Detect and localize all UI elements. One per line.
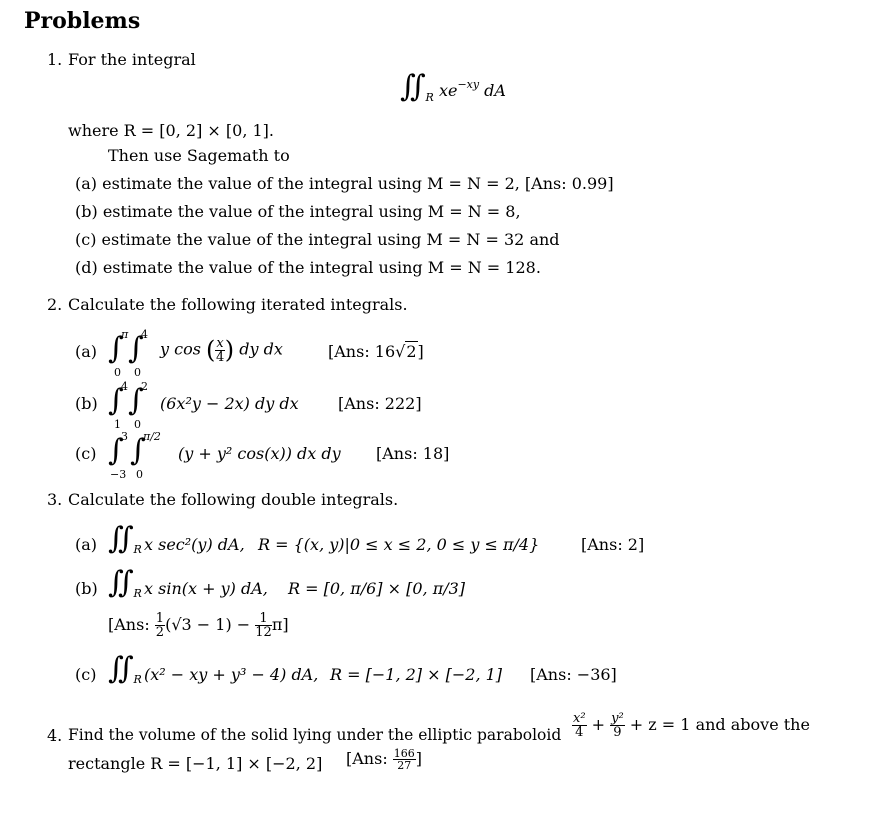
problem-2-number: 2. (47, 295, 63, 314)
part-label: (d) (75, 258, 98, 277)
problem-3b-region: R = [0, π/6] × [0, π/3] (288, 579, 466, 598)
differential: dA (484, 81, 506, 100)
equation-tail: + z = 1 and above the (629, 715, 810, 734)
problem-2-intro: Calculate the following iterated integrals. (68, 295, 408, 314)
fraction (393, 748, 416, 771)
fraction (155, 612, 165, 639)
problem-1-then: Then use Sagemath to (108, 146, 290, 165)
fraction (610, 712, 625, 739)
problem-3c-answer: [Ans: −36] (530, 665, 617, 684)
problem-2c-integrals (108, 432, 168, 482)
problem-1-part-b (75, 202, 521, 221)
part-label: (a) (75, 174, 98, 193)
problem-3-intro: Calculate the following double integrals. (68, 490, 399, 509)
problem-3a-label: (a) (75, 535, 98, 554)
problem-2b-answer: [Ans: 222] (338, 394, 422, 413)
integral-sign: ∫ (108, 331, 124, 366)
plus-sign: + (591, 715, 606, 734)
part-text: estimate the value of the integral using M = N = 128. (102, 258, 541, 277)
problem-4-line2: rectangle R = [−1, 1] × [−2, 2] (68, 754, 323, 773)
part-text: estimate the value of the integral using M = N = 8, (102, 202, 521, 221)
denominator: 12 (255, 625, 272, 640)
denominator: 9 (613, 725, 622, 740)
problem-2b-integrand: (6x²y − 2x) dy dx (160, 394, 299, 413)
lower-limit: 0 (134, 366, 141, 379)
problem-2a-label: (a) (75, 342, 98, 361)
part-text: estimate the value of the integral using M = N = 2, [Ans: 0.99] (102, 174, 614, 193)
integrand-text: y cos (160, 339, 201, 359)
integral-sign: ∫ (108, 433, 124, 468)
integrand: xe (438, 81, 458, 100)
part-text: estimate the value of the integral using M = N = 32 and (101, 230, 560, 249)
problem-3-number: 3. (47, 490, 63, 509)
upper-limit: 2 (141, 380, 148, 393)
fraction (215, 337, 224, 364)
answer-prefix: [Ans: (108, 615, 150, 634)
region-subscript: R (133, 543, 142, 556)
double-integral-sign: ∬ (108, 651, 134, 686)
problem-2b-label: (b) (75, 394, 98, 413)
problem-3c-region: R = [−1, 2] × [−2, 1] (330, 665, 503, 684)
problem-1-where: where R = [0, 2] × [0, 1]. (68, 121, 274, 140)
integral-sign: ∫ (130, 433, 146, 468)
problem-3a-region: R = {(x, y)|0 ≤ x ≤ 2, 0 ≤ y ≤ π/4} (258, 535, 540, 554)
problem-4-line1: Find the volume of the solid lying under the elliptic paraboloid (68, 726, 562, 744)
answer-prefix: [Ans: (346, 749, 388, 768)
problem-4-equation (572, 712, 810, 739)
numerator: 1 (155, 611, 165, 626)
problem-2c-answer: [Ans: 18] (376, 444, 450, 463)
answer-suffix: ] (417, 342, 424, 361)
upper-limit: 4 (141, 328, 148, 341)
denominator: 4 (575, 725, 584, 740)
denominator: 27 (397, 759, 412, 772)
problem-2c-label: (c) (75, 444, 97, 463)
problem-3c-label: (c) (75, 665, 97, 684)
right-paren: ) (224, 336, 235, 364)
double-integral-sign: ∬ (108, 521, 134, 556)
region-subscript: R (133, 673, 142, 686)
fraction (255, 612, 272, 639)
problem-1-intro: For the integral (68, 50, 196, 69)
upper-limit: 4 (121, 380, 128, 393)
numerator: x² (573, 711, 586, 726)
lower-limit: 0 (136, 468, 143, 481)
region-subscript: R (133, 587, 142, 600)
problem-4-number: 4. (47, 726, 63, 745)
radicand: 2 (406, 342, 417, 361)
problem-3b-answer (108, 612, 289, 639)
problem-1-part-a (75, 174, 614, 193)
integral-sign: ∫ (128, 331, 144, 366)
integral-sign: ∫ (128, 383, 144, 418)
numerator: x (216, 335, 224, 351)
upper-limit: π/2 (143, 430, 161, 443)
problem-3a-answer: [Ans: 2] (581, 535, 645, 554)
integral-sign: ∫ (108, 383, 124, 418)
integrand-exponent: −xy (457, 78, 480, 91)
problem-3b-integral-sign (108, 565, 142, 600)
problem-3c-integrand: (x² − xy + y³ − 4) dA, (144, 665, 319, 684)
numerator: 166 (393, 747, 415, 760)
problem-1-integral (400, 69, 506, 104)
lower-limit: 0 (134, 418, 141, 431)
problem-3a-integral-sign (108, 521, 142, 556)
problem-3a-integrand: x sec²(y) dA, (144, 535, 245, 554)
problem-2c-integrand: (y + y² cos(x)) dx dy (178, 444, 341, 463)
problem-1-part-c (75, 230, 560, 249)
problem-3b-label: (b) (75, 579, 98, 598)
double-integral-sign: ∬ (400, 69, 426, 104)
problem-2b-integrals (108, 382, 148, 432)
answer-suffix: ] (415, 749, 423, 768)
lower-limit: 1 (114, 418, 121, 431)
part-label: (c) (75, 230, 97, 249)
page-title: Problems (24, 8, 141, 34)
numerator: 1 (255, 612, 272, 626)
problem-2a-integrand (160, 336, 283, 364)
problem-4-answer (346, 748, 422, 771)
part-label: (b) (75, 202, 98, 221)
lower-limit: 0 (114, 366, 121, 379)
problem-1-part-d (75, 258, 541, 277)
problem-3b-integrand: x sin(x + y) dA, (144, 579, 268, 598)
region-subscript: R (425, 91, 434, 104)
sqrt-sign: √ (395, 342, 406, 361)
numerator: y² (611, 711, 624, 726)
upper-limit: 3 (121, 430, 128, 443)
answer-prefix: [Ans: 16 (328, 342, 396, 361)
problem-1-number: 1. (47, 50, 63, 69)
problem-2a-integrals (108, 330, 148, 380)
problem-3c-integral-sign (108, 651, 142, 686)
problem-2a-answer (328, 342, 424, 361)
denominator: 2 (155, 625, 165, 640)
differentials: dy dx (239, 339, 283, 359)
double-integral-sign: ∬ (108, 565, 134, 600)
lower-limit: −3 (110, 468, 127, 481)
upper-limit: π (121, 328, 129, 341)
answer-middle: (√3 − 1) − (165, 615, 251, 634)
fraction (572, 712, 587, 739)
left-paren: ( (206, 336, 216, 364)
answer-suffix: π] (271, 615, 289, 634)
denominator: 4 (215, 349, 225, 365)
